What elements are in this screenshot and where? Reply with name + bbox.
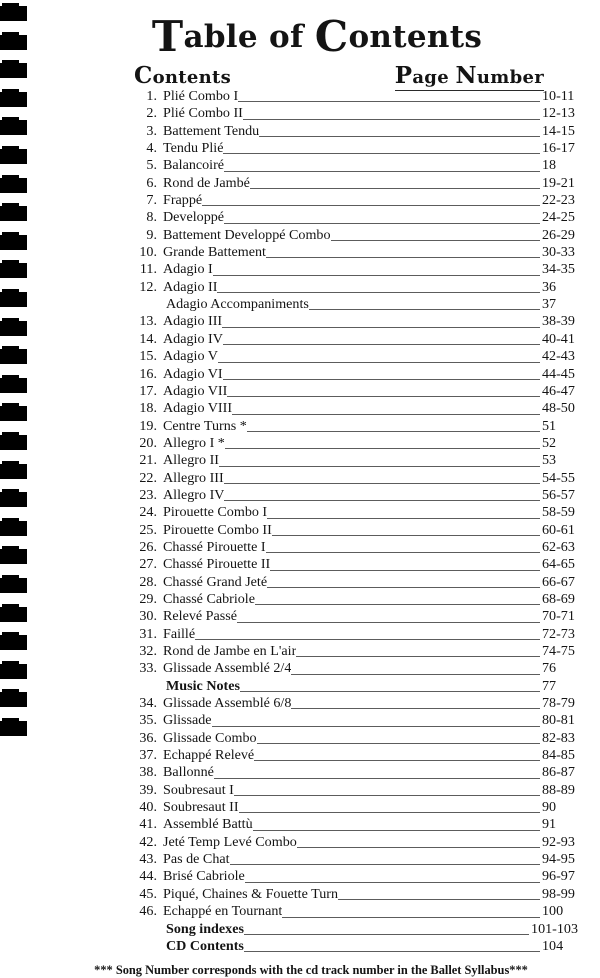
toc-entry-title: Soubresaut I (163, 781, 234, 798)
page-title-initial-t: T (151, 12, 184, 61)
contents-column-header (134, 62, 231, 89)
binding-coil (0, 664, 27, 679)
toc-entry-title: Glissade Combo (163, 729, 257, 746)
toc-entry-title: Echappé en Tournant (163, 903, 283, 920)
toc-leader-line (247, 430, 540, 432)
toc-entry[interactable] (130, 608, 578, 625)
binding-coil (0, 292, 27, 307)
toc-entry-pages: 30-33 (542, 244, 575, 261)
binding-coil (0, 206, 27, 221)
toc-entry-title: Developpé (163, 209, 225, 226)
toc-entry-number: 13. (139, 313, 157, 330)
toc-entry-pages: 96-97 (542, 868, 575, 885)
page-header-umber: umber (476, 67, 544, 88)
toc-entry-number: 28. (139, 573, 157, 590)
toc-entry-number: 9. (146, 226, 157, 243)
toc-entry-title: Adagio III (163, 313, 223, 330)
toc-entry[interactable] (130, 244, 578, 261)
toc-entry-title: Adagio VI (163, 365, 223, 382)
toc-entry-pages: 94-95 (542, 851, 575, 868)
toc-leader-line (234, 794, 540, 796)
toc-entry-number: 40. (139, 799, 157, 816)
toc-entry[interactable] (130, 331, 578, 348)
toc-entry[interactable] (130, 868, 578, 885)
toc-entry-title: Glissade Assemblé 6/8 (163, 695, 292, 712)
toc-entry-title: Adagio VIII (163, 400, 233, 417)
toc-leader-line (225, 447, 540, 449)
toc-entry-number: 30. (139, 608, 157, 625)
toc-entry-title: Frappé (163, 192, 203, 209)
toc-entry[interactable] (130, 591, 578, 608)
toc-entry-number: 44. (139, 868, 157, 885)
toc-entry-title: Rond de Jambe en L'air (163, 643, 297, 659)
toc-entry-pages: 12-13 (542, 105, 575, 122)
toc-entry-title: Relevé Passé (163, 608, 237, 625)
toc-entry-title: Music Notes (166, 677, 240, 694)
binding-coil (0, 321, 27, 336)
toc-entry-title: Pirouette Combo II (163, 521, 272, 538)
toc-entry-title: Rond de Jambé (163, 174, 250, 191)
toc-entry-pages: 88-89 (542, 781, 575, 798)
toc-entry-number: 27. (139, 556, 157, 573)
toc-entry-pages: 10-11 (542, 88, 575, 104)
table-of-contents-list (34, 88, 600, 955)
toc-entry-title: Faillé (163, 625, 196, 642)
toc-entry-pages: 90 (542, 799, 557, 816)
toc-entry-number: 46. (139, 903, 157, 920)
toc-entry[interactable] (130, 921, 578, 938)
toc-entry-title: Battement Developpé Combo (163, 226, 331, 243)
page-header-initial-n: N (455, 62, 477, 89)
toc-leader-line (331, 239, 540, 241)
toc-entry[interactable] (130, 747, 578, 764)
toc-leader-line (250, 187, 540, 189)
toc-entry-number: 26. (139, 538, 157, 555)
toc-entry-pages: 36 (542, 278, 557, 295)
toc-entry-title: CD Contents (166, 937, 244, 954)
page-title (34, 0, 600, 61)
binding-coil (0, 492, 27, 507)
toc-leader-line (238, 100, 540, 102)
toc-entry-number: 15. (139, 348, 157, 365)
toc-entry-pages: 44-45 (542, 365, 575, 382)
toc-entry[interactable] (130, 678, 578, 695)
toc-entry[interactable] (130, 470, 578, 487)
toc-entry[interactable] (130, 261, 578, 278)
toc-entry-pages: 68-69 (542, 590, 575, 607)
toc-entry[interactable] (130, 279, 578, 296)
toc-entry[interactable] (130, 643, 578, 660)
toc-entry-number: 18. (139, 400, 157, 417)
toc-entry[interactable] (130, 313, 578, 330)
toc-entry-number: 17. (139, 382, 157, 399)
toc-entry-pages: 37 (542, 296, 557, 313)
toc-entry-number: 33. (139, 660, 157, 677)
toc-entry[interactable] (130, 400, 578, 417)
toc-entry[interactable] (130, 886, 578, 903)
toc-leader-line (232, 413, 540, 415)
toc-entry[interactable] (130, 764, 578, 781)
toc-entry[interactable] (130, 296, 578, 313)
toc-entry[interactable] (130, 782, 578, 799)
binding-coil (0, 607, 27, 622)
toc-entry-title: Allegro I * (163, 434, 225, 451)
toc-entry-number: 35. (139, 712, 157, 729)
toc-entry[interactable] (130, 192, 578, 209)
toc-leader-line (297, 846, 540, 848)
toc-leader-line (254, 759, 540, 761)
binding-coil (0, 549, 27, 564)
binding-coil (0, 435, 27, 450)
toc-entry-pages: 52 (542, 434, 557, 451)
toc-entry-title: Brisé Cabriole (163, 868, 245, 885)
toc-entry-pages: 84-85 (542, 747, 575, 764)
binding-coil (0, 378, 27, 393)
toc-entry-title: Adagio V (163, 348, 218, 365)
toc-entry-title: Ballonné (163, 764, 214, 781)
toc-leader-line (259, 135, 540, 137)
toc-leader-line (240, 690, 540, 692)
toc-entry-number: 37. (139, 747, 157, 764)
toc-entry-title: Chassé Grand Jeté (163, 573, 268, 590)
toc-entry-pages: 16-17 (542, 140, 575, 157)
toc-entry-title: Centre Turns * (163, 417, 247, 434)
toc-entry-title: Battement Tendu (163, 122, 260, 139)
toc-entry[interactable] (130, 816, 578, 833)
toc-entry-pages: 14-15 (542, 122, 575, 139)
toc-entry[interactable] (130, 695, 578, 712)
toc-entry-number: 3. (146, 122, 157, 139)
toc-entry[interactable] (130, 157, 578, 174)
toc-entry-pages: 86-87 (542, 764, 575, 781)
toc-leader-line (237, 621, 540, 623)
toc-entry-pages: 70-71 (542, 608, 575, 625)
toc-entry[interactable] (130, 504, 578, 521)
toc-entry-pages: 100 (542, 903, 564, 920)
toc-entry-number: 12. (139, 278, 157, 295)
toc-entry-title: Adagio VII (163, 382, 228, 399)
toc-leader-line (239, 811, 540, 813)
toc-entry-pages: 46-47 (542, 382, 575, 399)
toc-entry-number: 19. (139, 417, 157, 434)
toc-entry-number: 42. (139, 833, 157, 850)
toc-entry-number: 22. (139, 469, 157, 486)
toc-leader-line (224, 170, 540, 172)
toc-entry[interactable] (130, 123, 578, 140)
toc-entry-title: Plié Combo I (163, 88, 239, 104)
toc-entry-pages: 82-83 (542, 729, 575, 746)
toc-leader-line (267, 517, 540, 519)
toc-entry-pages: 19-21 (542, 174, 575, 191)
toc-entry-pages: 64-65 (542, 556, 575, 573)
toc-entry-pages: 54-55 (542, 469, 575, 486)
toc-entry-pages: 104 (542, 937, 564, 954)
toc-entry-pages: 74-75 (542, 643, 575, 659)
toc-entry-pages: 91 (542, 816, 557, 833)
toc-leader-line (244, 933, 529, 935)
toc-entry-pages: 22-23 (542, 192, 575, 209)
toc-leader-line (218, 361, 540, 363)
toc-leader-line (267, 586, 540, 588)
toc-entry-number: 20. (139, 434, 157, 451)
binding-coil (0, 235, 27, 250)
toc-entry[interactable] (130, 105, 578, 122)
spiral-binding (0, 0, 34, 763)
binding-coil (0, 178, 27, 193)
toc-entry[interactable] (130, 799, 578, 816)
binding-coil (0, 464, 27, 479)
toc-leader-line (291, 707, 540, 709)
toc-entry-title: Pirouette Combo I (163, 504, 268, 521)
page-number-column-header (395, 62, 544, 91)
toc-entry-number: 45. (139, 885, 157, 902)
toc-entry-number: 36. (139, 729, 157, 746)
toc-entry-title: Glissade Assemblé 2/4 (163, 660, 292, 677)
toc-entry-title: Plié Combo II (163, 105, 243, 122)
toc-entry[interactable] (130, 418, 578, 435)
toc-entry-title: Chassé Pirouette II (163, 556, 271, 573)
toc-entry[interactable] (130, 522, 578, 539)
binding-coil (0, 35, 27, 50)
contents-header-initial: C (134, 62, 153, 89)
toc-entry-title: Balancoiré (163, 157, 225, 174)
binding-coil (0, 263, 27, 278)
binding-coil (0, 578, 27, 593)
toc-leader-line (213, 274, 540, 276)
toc-entry-number: 5. (146, 157, 157, 174)
toc-leader-line (309, 308, 540, 310)
toc-entry-number: 31. (139, 625, 157, 642)
toc-entry[interactable] (130, 712, 578, 729)
toc-entry[interactable] (130, 452, 578, 469)
toc-entry-number: 6. (146, 174, 157, 191)
toc-entry-pages: 34-35 (542, 261, 575, 278)
toc-entry-number: 43. (139, 851, 157, 868)
toc-entry-number: 34. (139, 695, 157, 712)
toc-entry-number: 7. (146, 192, 157, 209)
toc-entry-pages: 48-50 (542, 400, 575, 417)
toc-entry-pages: 24-25 (542, 209, 575, 226)
toc-leader-line (223, 378, 540, 380)
toc-entry-number: 16. (139, 365, 157, 382)
toc-entry-title: Glissade (163, 712, 212, 729)
toc-entry-title: Song indexes (166, 920, 244, 937)
toc-entry-pages: 78-79 (542, 695, 575, 712)
toc-leader-line (219, 465, 540, 467)
toc-leader-line (202, 204, 540, 206)
binding-coil (0, 521, 27, 536)
toc-entry-number: 39. (139, 781, 157, 798)
toc-entry-pages: 77 (542, 677, 557, 694)
toc-entry-title: Adagio I (163, 261, 213, 278)
toc-entry-number: 11. (139, 261, 157, 278)
toc-entry-title: Pas de Chat (163, 851, 230, 868)
toc-entry-number: 29. (139, 590, 157, 607)
toc-entry[interactable] (130, 730, 578, 747)
toc-entry-pages: 26-29 (542, 226, 575, 243)
toc-entry-title: Assemblé Battù (163, 816, 253, 833)
toc-entry[interactable] (130, 435, 578, 452)
toc-entry-number: 1. (146, 88, 157, 104)
toc-entry[interactable] (130, 366, 578, 383)
toc-leader-line (272, 534, 540, 536)
toc-entry-title: Adagio II (163, 278, 218, 295)
toc-leader-line (224, 482, 540, 484)
toc-leader-line (195, 638, 540, 640)
binding-coil (0, 120, 27, 135)
toc-entry-pages: 66-67 (542, 573, 575, 590)
toc-entry-pages: 42-43 (542, 348, 575, 365)
page-title-initial-c: C (314, 12, 349, 61)
binding-coil (0, 6, 27, 21)
toc-entry[interactable] (130, 539, 578, 556)
toc-leader-line (224, 222, 540, 224)
toc-entry-title: Jeté Temp Levé Combo (163, 833, 297, 850)
toc-entry-title: Allegro IV (163, 486, 225, 503)
toc-leader-line (282, 916, 540, 918)
toc-entry[interactable] (130, 383, 578, 400)
toc-entry-number: 2. (146, 105, 157, 122)
toc-leader-line (230, 863, 540, 865)
binding-coil (0, 149, 27, 164)
toc-entry-pages: 80-81 (542, 712, 575, 729)
toc-entry-number: 8. (146, 209, 157, 226)
toc-leader-line (222, 326, 540, 328)
toc-entry-title: Chassé Pirouette I (163, 538, 266, 555)
toc-entry-title: Piqué, Chaines & Fouette Turn (163, 885, 339, 902)
toc-leader-line (223, 152, 540, 154)
toc-entry-pages: 60-61 (542, 521, 575, 538)
toc-leader-line (257, 742, 540, 744)
toc-entry-pages: 101-103 (531, 920, 578, 937)
binding-coil (0, 349, 27, 364)
toc-entry-pages: 76 (542, 660, 557, 677)
toc-entry[interactable] (130, 903, 578, 920)
toc-leader-line (270, 569, 540, 571)
toc-entry-title: Echappé Relevé (163, 747, 255, 764)
page-header-initial-p: P (394, 62, 413, 89)
toc-leader-line (223, 343, 540, 345)
toc-entry[interactable] (130, 938, 578, 955)
toc-leader-line (217, 291, 540, 293)
binding-coil (0, 635, 27, 650)
toc-entry-pages: 58-59 (542, 504, 575, 521)
toc-entry-pages: 98-99 (542, 885, 575, 902)
toc-leader-line (266, 551, 540, 553)
toc-leader-line (255, 603, 540, 605)
footnote: *** Song Number corresponds with the cd track number in the Ballet Syllabus*** (94, 963, 528, 978)
toc-leader-line (243, 118, 540, 120)
toc-leader-line (212, 725, 540, 727)
toc-leader-line (266, 256, 540, 258)
toc-entry-pages: 51 (542, 417, 557, 434)
toc-entry-title: Chassé Cabriole (163, 590, 255, 607)
binding-coil (0, 721, 27, 736)
toc-entry[interactable] (130, 487, 578, 504)
toc-entry-pages: 53 (542, 452, 557, 469)
toc-entry-title: Grande Battement (163, 244, 266, 261)
page-title-word-ontents: ontents (348, 19, 483, 55)
toc-leader-line (244, 950, 540, 952)
toc-entry-title: Allegro III (163, 469, 224, 486)
toc-entry-title: Tendu Plié (163, 140, 224, 157)
toc-entry-pages: 18 (542, 157, 557, 174)
toc-leader-line (227, 395, 540, 397)
toc-leader-line (224, 499, 540, 501)
toc-entry-pages: 38-39 (542, 313, 575, 330)
toc-leader-line (296, 655, 540, 657)
toc-entry-number: 23. (139, 486, 157, 503)
toc-entry[interactable] (130, 851, 578, 868)
toc-entry-pages: 92-93 (542, 833, 575, 850)
toc-leader-line (291, 673, 540, 675)
toc-entry[interactable] (130, 209, 578, 226)
page-header-age: age (412, 67, 456, 88)
toc-entry[interactable] (130, 175, 578, 192)
binding-coil (0, 63, 27, 78)
toc-entry-number: 21. (139, 452, 157, 469)
toc-leader-line (245, 881, 540, 883)
contents-header-rest: ontents (152, 67, 232, 88)
toc-entry-number: 14. (139, 330, 157, 347)
toc-entry-pages: 72-73 (542, 625, 575, 642)
toc-entry[interactable] (130, 556, 578, 573)
toc-entry-number: 24. (139, 504, 157, 521)
toc-page (34, 0, 600, 978)
toc-entry-number: 41. (139, 816, 157, 833)
toc-entry-number: 25. (139, 521, 157, 538)
toc-entry-number: 32. (139, 643, 157, 659)
toc-leader-line (214, 777, 540, 779)
toc-entry-title: Allegro II (163, 452, 219, 469)
toc-entry[interactable] (130, 834, 578, 851)
toc-entry-title: Soubresaut II (163, 799, 239, 816)
toc-entry[interactable] (130, 574, 578, 591)
column-headers (34, 62, 600, 88)
binding-coil (0, 406, 27, 421)
binding-coil (0, 92, 27, 107)
toc-entry-title: Adagio IV (163, 330, 223, 347)
toc-entry-number: 38. (139, 764, 157, 781)
toc-entry-pages: 40-41 (542, 330, 575, 347)
toc-entry-number: 10. (139, 244, 157, 261)
binding-coil (0, 692, 27, 707)
toc-entry[interactable] (130, 660, 578, 677)
toc-entry-pages: 56-57 (542, 486, 575, 503)
toc-entry[interactable] (130, 140, 578, 157)
toc-entry-number: 4. (146, 140, 157, 157)
toc-entry[interactable] (130, 626, 578, 643)
toc-leader-line (338, 898, 540, 900)
toc-entry[interactable] (130, 348, 578, 365)
toc-leader-line (253, 829, 540, 831)
toc-entry-pages: 62-63 (542, 538, 575, 555)
toc-entry-title: Adagio Accompaniments (166, 296, 309, 313)
page-title-word-able-of: able of (183, 19, 304, 55)
toc-entry[interactable] (130, 227, 578, 244)
